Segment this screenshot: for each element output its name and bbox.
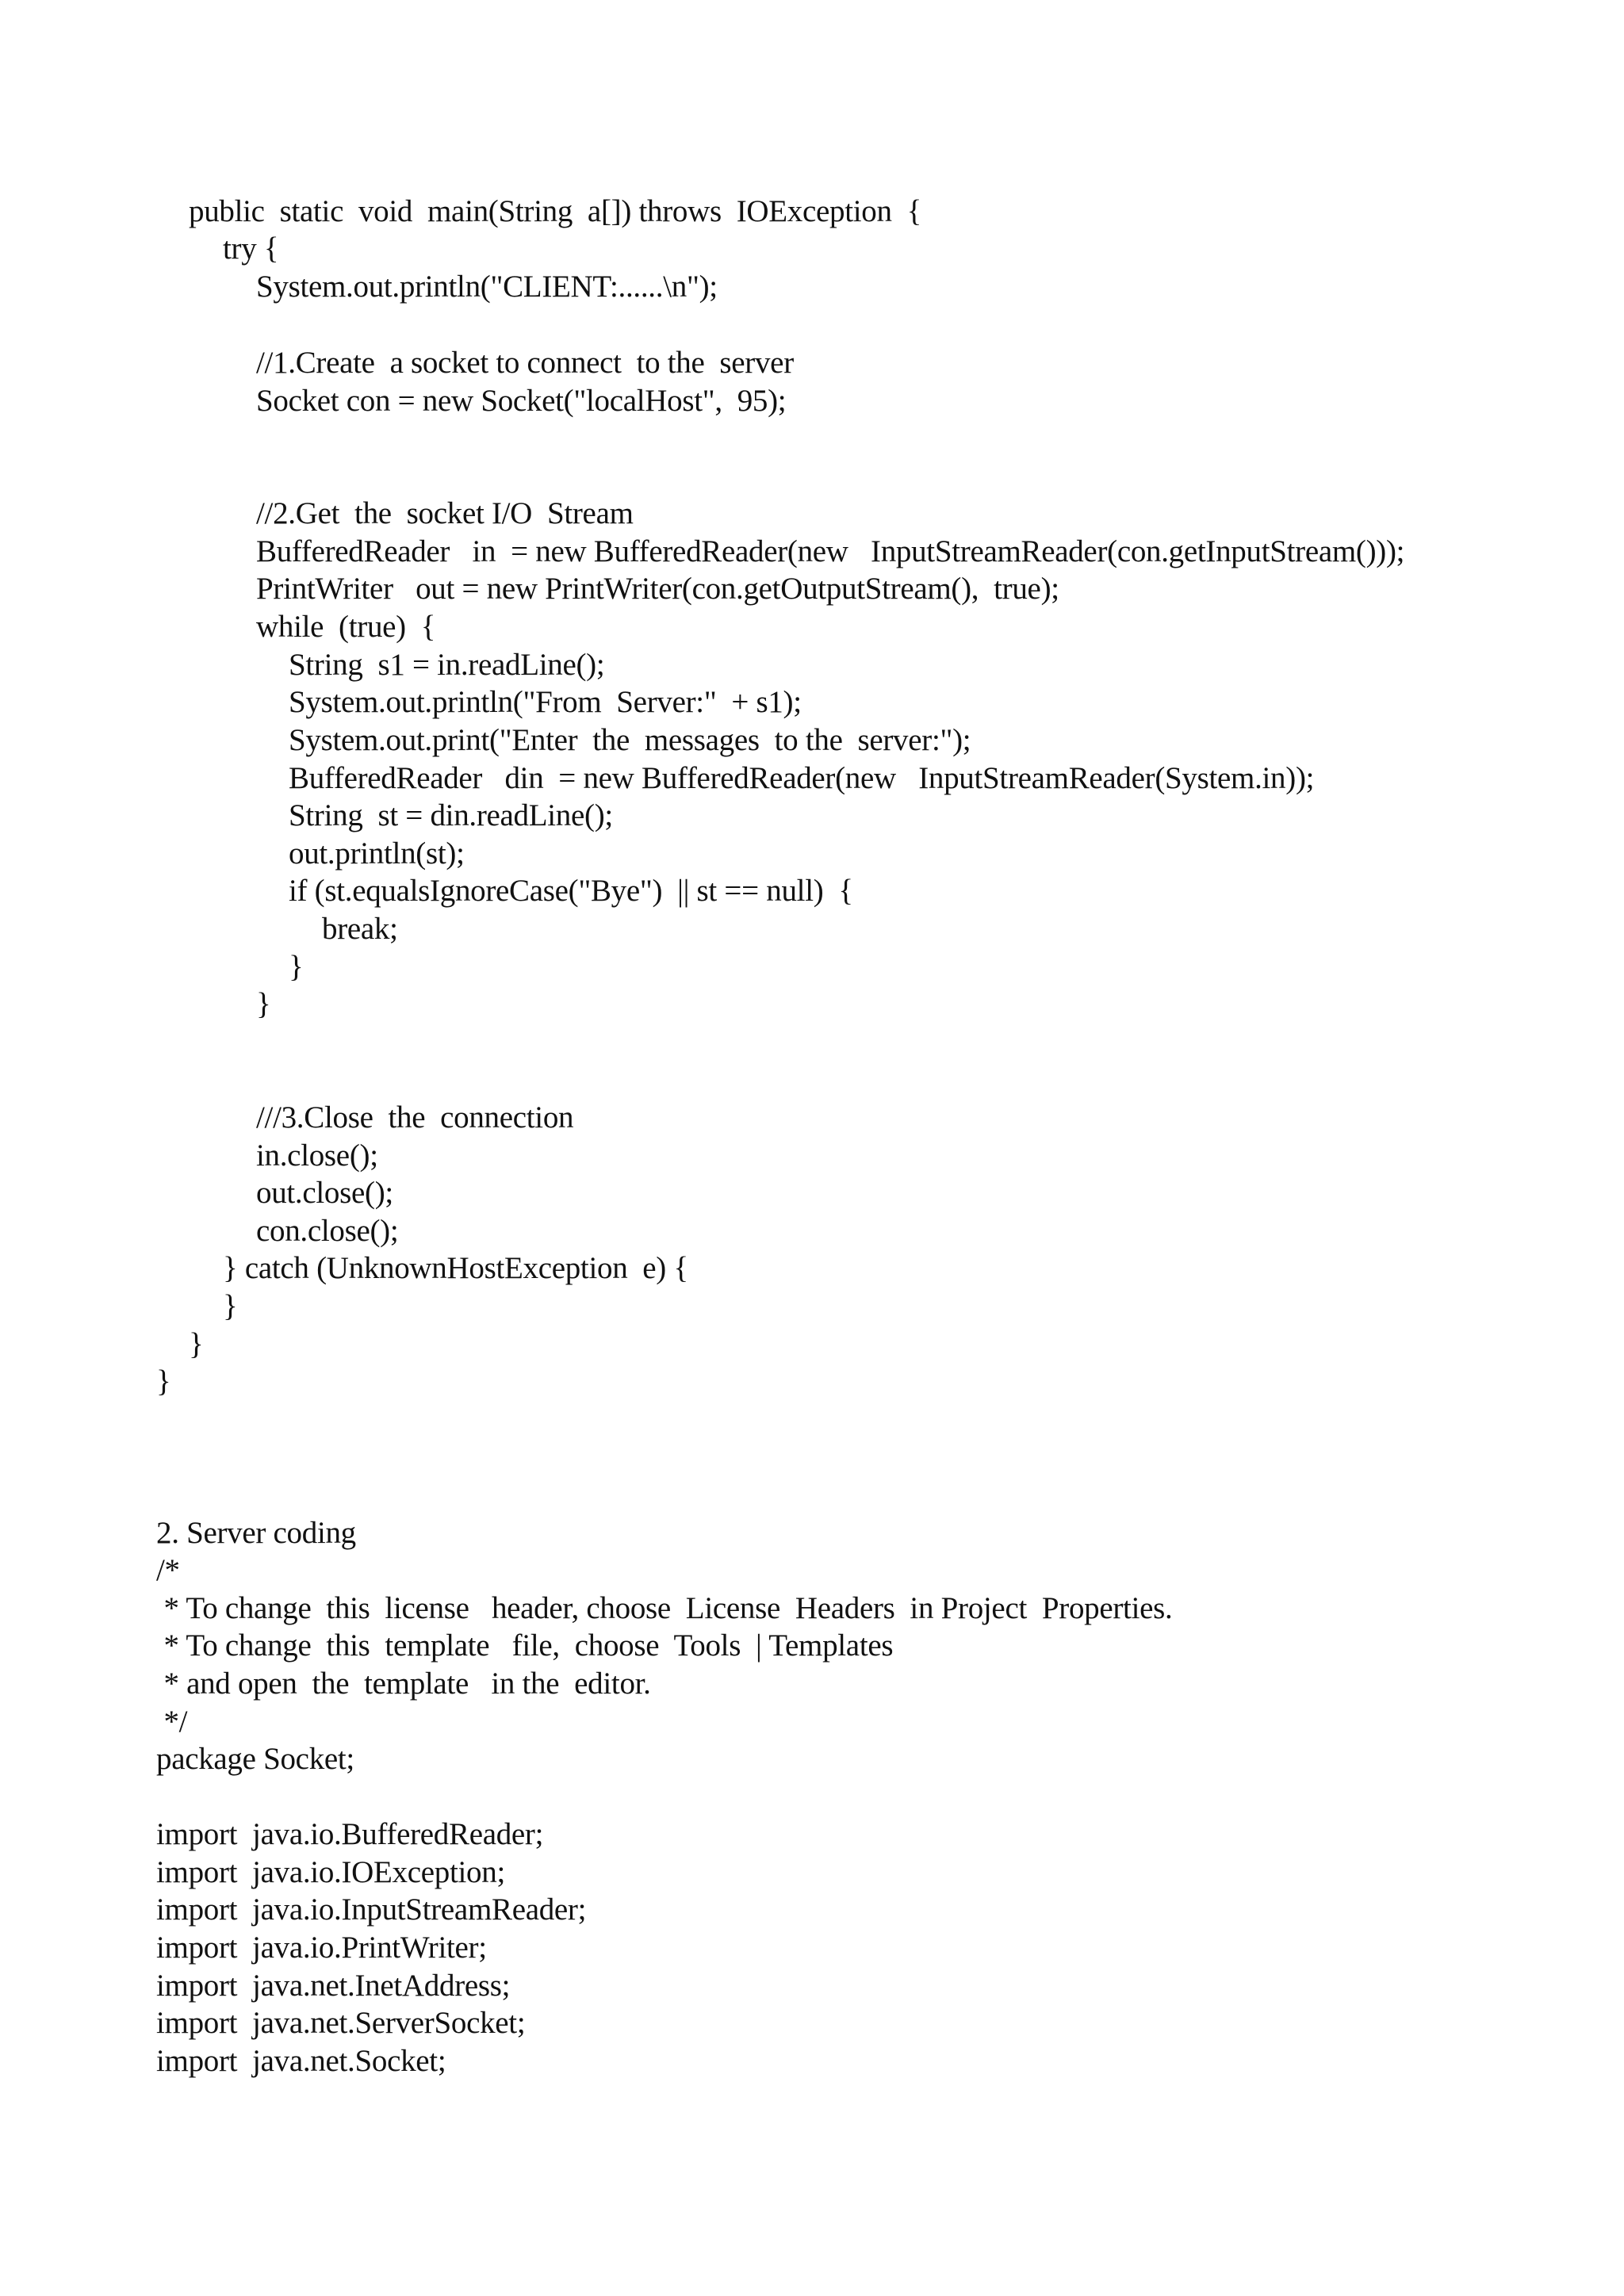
comment-line: /* — [156, 1553, 180, 1587]
comment-line: * To change this template file, choose Tools | Templates — [156, 1628, 894, 1663]
code-line: BufferedReader in = new BufferedReader(new InputStreamReader(con.getInputStream())); — [256, 534, 1405, 568]
code-line: System.out.println("From Server:" + s1); — [289, 685, 802, 719]
code-line: while (true) { — [256, 610, 436, 644]
comment-line: */ — [156, 1705, 188, 1739]
code-line: public static void main(String a[]) throws IOException { — [189, 194, 922, 228]
code-line: out.println(st); — [289, 836, 465, 871]
code-line: con.close(); — [256, 1214, 399, 1248]
comment-line: ///3.Close the connection — [256, 1100, 574, 1135]
import-line: import java.io.BufferedReader; — [156, 1817, 544, 1851]
code-line: System.out.println("CLIENT:......\n"); — [256, 270, 718, 304]
code-line: package Socket; — [156, 1742, 354, 1776]
code-line: } — [289, 950, 304, 984]
code-line: } — [223, 1289, 238, 1323]
import-line: import java.net.InetAddress; — [156, 1969, 511, 2003]
code-line: PrintWriter out = new PrintWriter(con.getOutputStream(), true); — [256, 572, 1059, 606]
section-heading: 2. Server coding — [156, 1516, 356, 1550]
import-line: import java.net.Socket; — [156, 2044, 446, 2078]
code-line: in.close(); — [256, 1138, 378, 1173]
code-line: if (st.equalsIgnoreCase("Bye") || st == null) { — [289, 874, 853, 908]
comment-line: //1.Create a socket to connect to the server — [256, 346, 794, 380]
code-line: } — [189, 1327, 204, 1361]
code-line: BufferedReader din = new BufferedReader(new InputStreamReader(System.in)); — [289, 761, 1315, 795]
comment-line: * To change this license header, choose License Headers in Project Properties. — [156, 1591, 1173, 1625]
import-line: import java.io.IOException; — [156, 1855, 505, 1889]
code-line: } — [156, 1364, 171, 1399]
comment-line: * and open the template in the editor. — [156, 1667, 651, 1701]
comment-line: //2.Get the socket I/O Stream — [256, 496, 634, 530]
code-line: Socket con = new Socket("localHost", 95); — [256, 384, 787, 418]
code-line: break; — [322, 912, 398, 946]
code-line: System.out.print("Enter the messages to the server:"); — [289, 723, 971, 757]
code-line: } — [256, 987, 271, 1021]
import-line: import java.io.InputStreamReader; — [156, 1892, 587, 1927]
code-line: } catch (UnknownHostException e) { — [223, 1251, 688, 1285]
code-line: try { — [223, 232, 279, 266]
code-line: String s1 = in.readLine(); — [289, 648, 605, 682]
import-line: import java.net.ServerSocket; — [156, 2006, 526, 2040]
import-line: import java.io.PrintWriter; — [156, 1931, 487, 1965]
code-line: String st = din.readLine(); — [289, 798, 613, 832]
code-line: out.close(); — [256, 1176, 393, 1210]
